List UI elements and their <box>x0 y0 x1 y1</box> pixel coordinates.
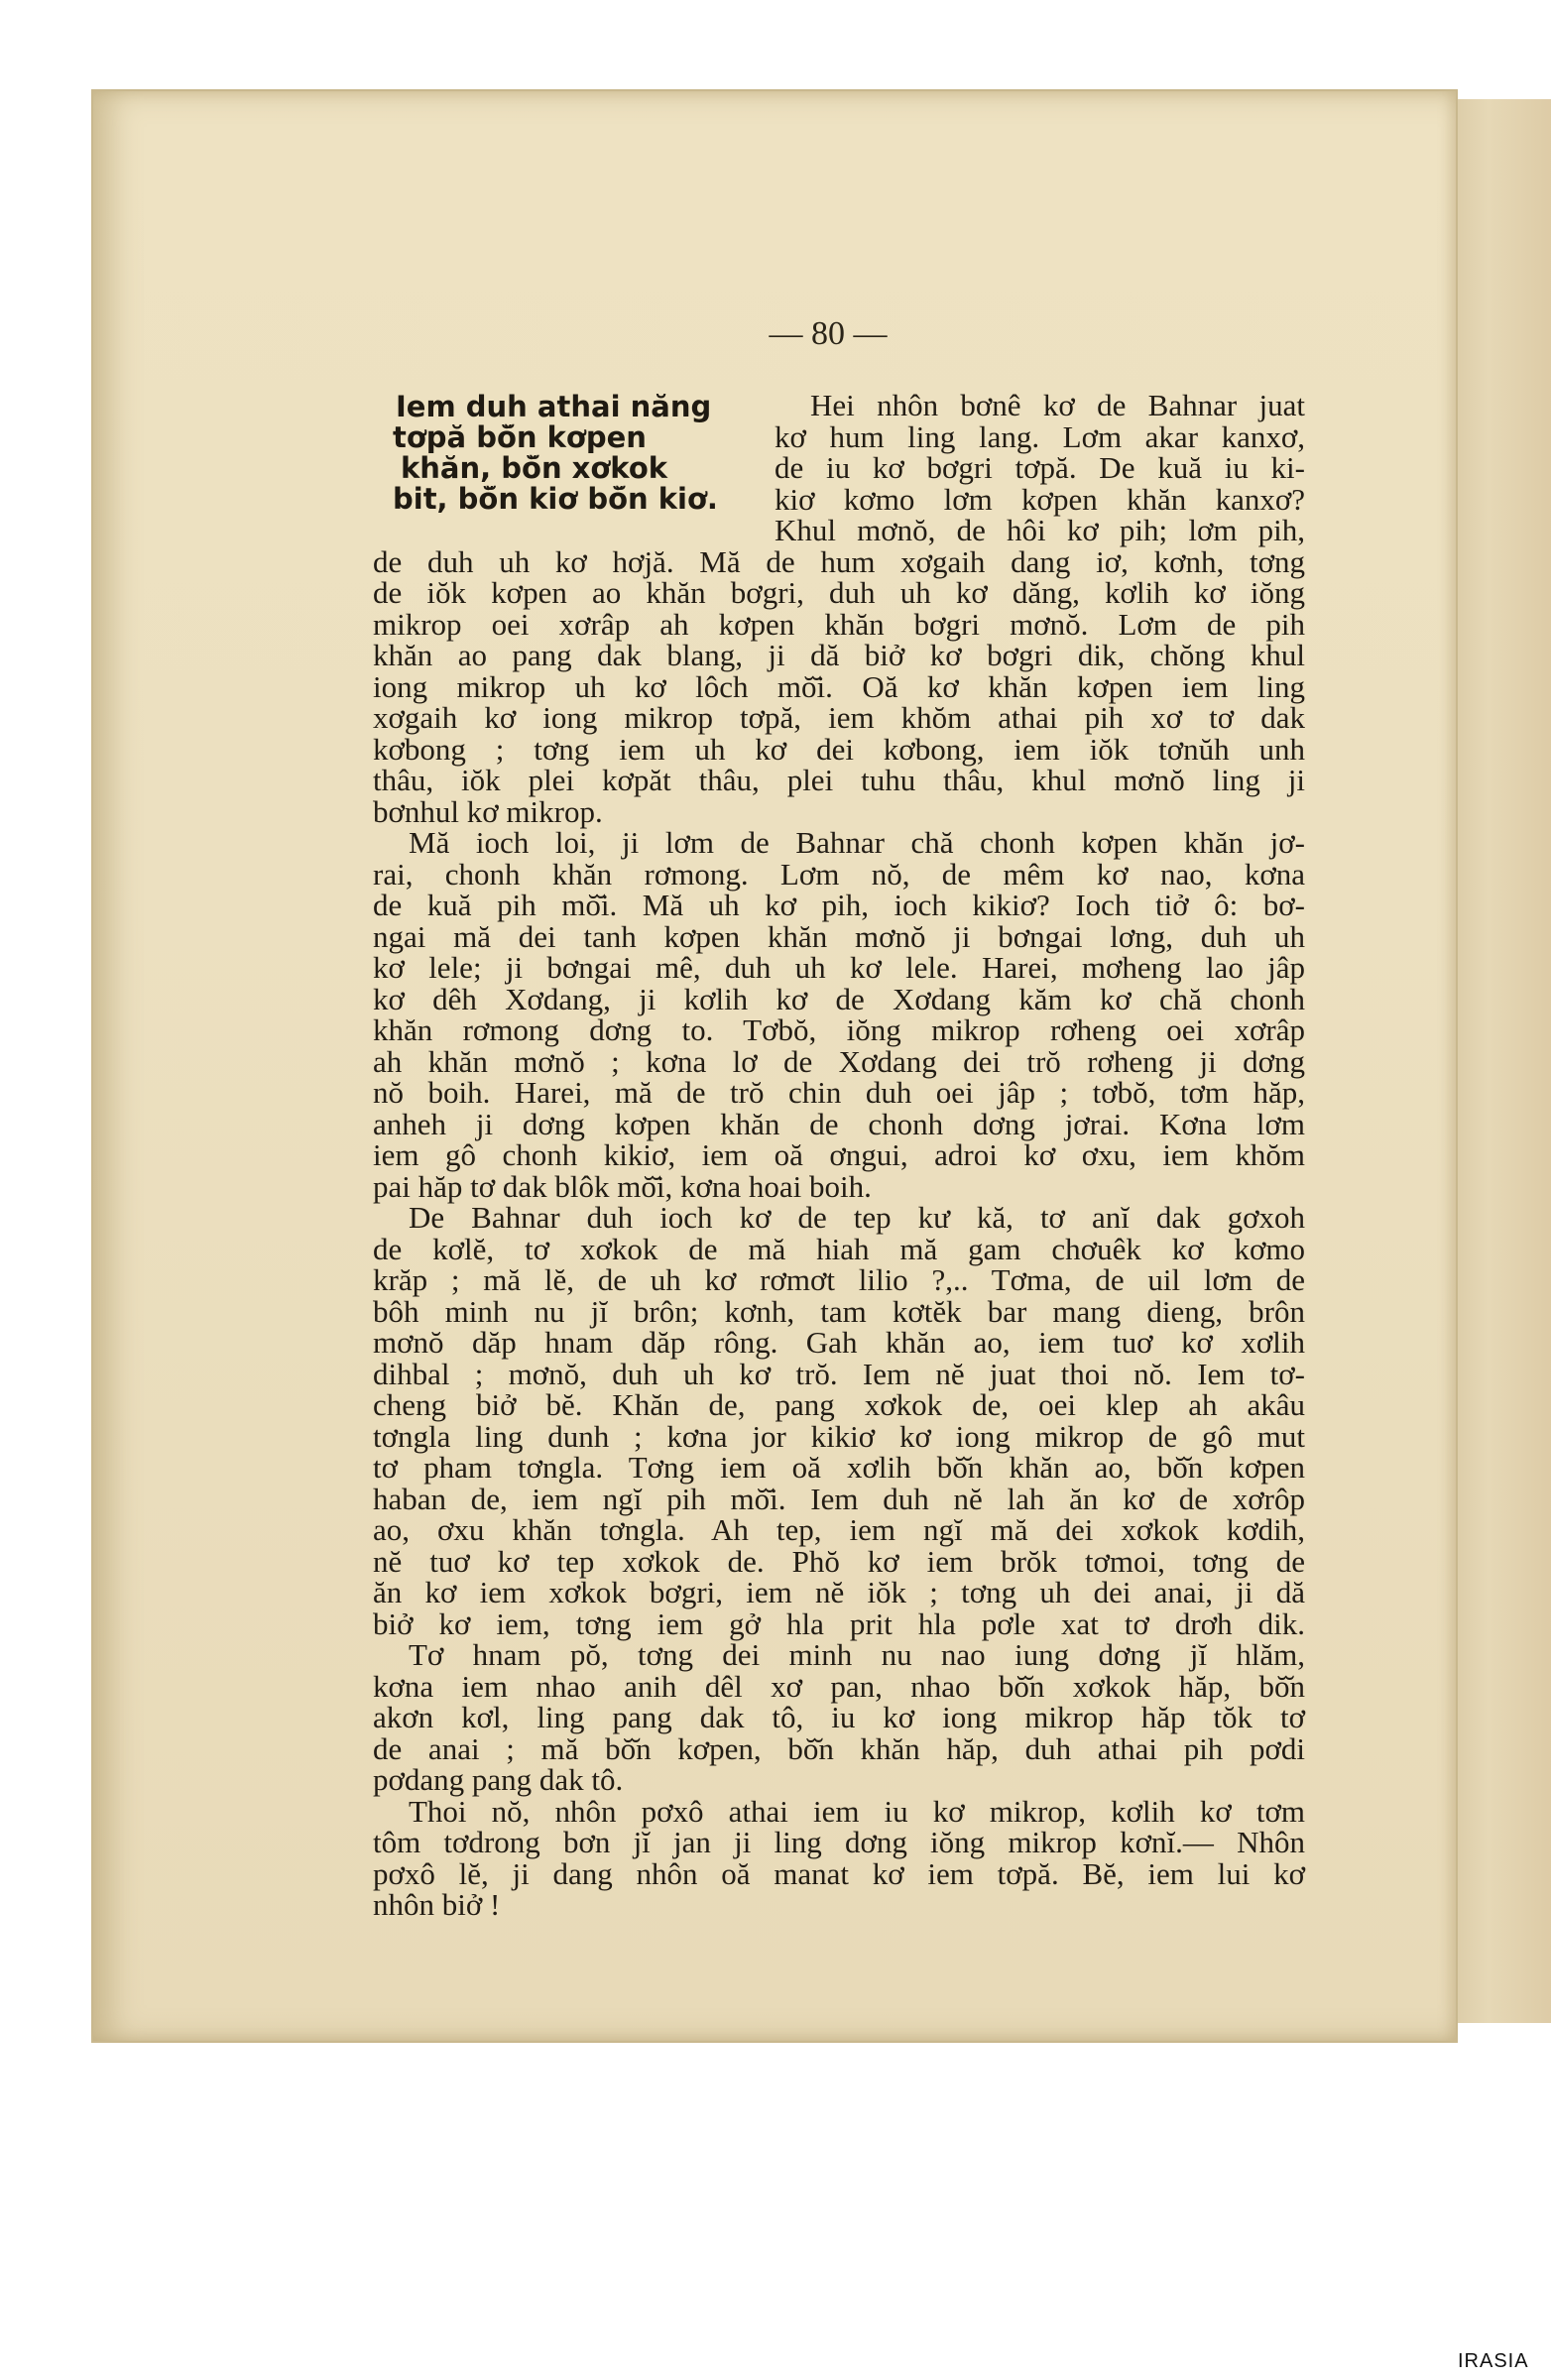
text-line: thâu, iŏk plei kơpăt thâu, plei tuhu thâu, khul mơnŏ ling ji <box>373 763 1305 797</box>
text-line: pơdang pang dak tô. <box>373 1762 624 1797</box>
title-line: khăn, bŏ̆n xơkok <box>401 451 668 485</box>
title-line: tơpă bŏ̆n kơpen <box>393 420 647 454</box>
paragraph-5 <box>373 1793 1305 1922</box>
text-line: haban de, iem ngĭ pih mŏ̆i. Iem duh nĕ lah ăn kơ de xơrôp <box>373 1481 1305 1516</box>
paragraph-3 <box>373 1202 1305 1639</box>
text-line: Tơ hnam pŏ, tơng dei minh nu nao iung dơng jĭ hlăm, <box>409 1637 1305 1672</box>
text-line: nĕ tuơ kơ tep xơkok de. Phŏ kơ iem brŏk tơmoi, tơng de <box>373 1543 1305 1579</box>
text-line: iong mikrop uh kơ lôch mŏ̆i. Oă kơ khăn kơpen iem ling <box>373 668 1305 704</box>
text-line: Hei nhôn bơnê kơ de Bahnar juat <box>810 388 1305 422</box>
text-line: kơbong ; tơng iem uh kơ dei kơbong, iem iŏk tơnŭh unh <box>373 731 1305 767</box>
text-line: mikrop oei xơrâp ah kơpen khăn bơgri mơnŏ. Lơm de pih <box>373 606 1305 642</box>
paragraph-2 <box>373 827 1305 1202</box>
text-line: Mă ioch loi, ji lơm de Bahnar chă chonh kơpen khăn jơ- <box>409 825 1305 860</box>
text-line: ngai mă dei tanh kơpen khăn mơnŏ ji bơngai lơng, duh uh <box>373 918 1305 954</box>
text-line: dihbal ; mơnŏ, duh uh kơ trŏ. Iem nĕ juat thoi nŏ. Iem tơ- <box>373 1356 1305 1391</box>
text-line: tơ pham tơngla. Tơng iem oă xơlih bŏ̆n khăn ao, bŏ̆n kơpen <box>373 1450 1305 1485</box>
text-line: de duh uh kơ hơjă. Mă de hum xơgaih dang iơ, kơnh, tơng <box>373 543 1305 579</box>
paragraph-1 <box>373 390 1305 827</box>
text-line: kơ lele; ji bơngai mê, duh uh kơ lele. Harei, mơheng lao jâp <box>373 950 1305 985</box>
text-line: khăn ao pang dak blang, ji dă biở kơ bơgri dik, chŏng khul <box>373 638 1305 672</box>
text-line: pơxô lĕ, ji dang nhôn oă manat kơ iem tơpă. Bĕ, iem lui kơ <box>373 1855 1305 1891</box>
text-line: ăn kơ iem xơkok bơgri, iem nĕ iŏk ; tơng uh dei anai, ji dă <box>373 1575 1305 1609</box>
text-line: ah khăn mơnŏ ; kơna lơ de Xơdang dei trŏ rơheng ji dơng <box>373 1043 1305 1079</box>
text-line: biở kơ iem, tơng iem gở hla prit hla pơle xat tơ drơh dik. <box>373 1606 1305 1641</box>
watermark-label: IRASIA <box>1458 2350 1529 2372</box>
text-line: De Bahnar duh ioch kơ de tep kư kă, tơ anĭ dak gơxoh <box>409 1200 1305 1235</box>
text-line: ao, ơxu khăn tơngla. Ah tep, iem ngĭ mă dei xơkok kơdih, <box>373 1512 1305 1547</box>
text-line: nhôn biở ! <box>373 1887 501 1922</box>
text-line: tôm tơdrong bơn jĭ jan ji ling dơng iŏng mikrop kơnĭ.— Nhôn <box>373 1825 1305 1859</box>
text-line: de iu kơ bơgri tơpă. De kuă iu ki- <box>775 450 1305 485</box>
text-line: de iŏk kơpen ao khăn bơgri, duh uh kơ dăng, kơlih kơ iŏng <box>373 575 1305 610</box>
text-line: anheh ji dơng kơpen khăn de chonh dơng jơrai. Kơna lơm <box>373 1106 1305 1141</box>
text-line: de kuă pih mŏ̆i. Mă uh kơ pih, ioch kikiơ? Ioch tiở ô: bơ- <box>373 888 1305 922</box>
paragraph-4 <box>373 1639 1305 1796</box>
text-line: Khul mơnŏ, de hôi kơ pih; lơm pih, <box>775 513 1305 547</box>
text-line: khăn rơmong dơng to. Tơbŏ, iŏng mikrop rơheng oei xơrâp <box>373 1012 1305 1047</box>
text-line: Thoi nŏ, nhôn pơxô athai iem iu kơ mikrop, kơlih kơ tơm <box>409 1793 1305 1829</box>
text-line: tơngla ling dunh ; kơna jor kikiơ kơ iong mikrop de gô mut <box>373 1418 1305 1454</box>
text-line: kơ dêh Xơdang, ji kơlih kơ de Xơdang kăm kơ chă chonh <box>373 981 1305 1016</box>
text-line: nŏ boih. Harei, mă de trŏ chin duh oei jâp ; tơbŏ, tơm hăp, <box>373 1075 1305 1110</box>
page-number: — 80 — <box>769 315 888 352</box>
text-line: akơn kơl, ling pang dak tô, iu kơ iong mikrop hăp tŏk tơ <box>373 1700 1305 1734</box>
text-line: krăp ; mă lĕ, de uh kơ rơmơt lilio ?,.. Tơma, de uil lơm de <box>373 1262 1305 1297</box>
article-body <box>373 390 1305 1921</box>
text-line: xơgaih kơ iong mikrop tơpă, iem khŏm athai pih xơ tơ dak <box>373 700 1305 735</box>
text-line: cheng biở bĕ. Khăn de, pang xơkok de, oei klep ah akâu <box>373 1387 1305 1422</box>
text-line: rai, chonh khăn rơmong. Lơm nŏ, de mêm kơ nao, kơna <box>373 856 1305 892</box>
text-line: de anai ; mă bŏ̆n kơpen, bŏ̆n khăn hăp, duh athai pih pơdi <box>373 1730 1305 1766</box>
text-line: kiơ kơmo lơm kơpen khăn kanxơ? <box>775 481 1305 517</box>
text-line: kơ hum ling lang. Lơm akar kanxơ, <box>775 418 1305 454</box>
title-line: bit, bŏ̆n kiơ bŏ̆n kiơ. <box>393 482 718 516</box>
text-line: bôh minh nu jĭ brôn; kơnh, tam kơtĕk bar mang dieng, brôn <box>373 1293 1305 1329</box>
text-line: mơnŏ dăp hnam dăp rông. Gah khăn ao, iem tuơ kơ xơlih <box>373 1325 1305 1360</box>
title-line: Iem duh athai năng <box>396 390 712 423</box>
text-line: kơna iem nhao anih dêl xơ pan, nhao bŏ̆n xơkok hăp, bŏ̆n <box>373 1668 1305 1704</box>
text-line: de kơlĕ, tơ xơkok de mă hiah mă gam chơuêk kơ kơmo <box>373 1231 1305 1266</box>
text-line: bơnhul kơ mikrop. <box>373 793 603 829</box>
text-line: iem gô chonh kikiơ, iem oă ơngui, adroi kơ ơxu, iem khŏm <box>373 1137 1305 1172</box>
adjacent-page-edge <box>1443 99 1551 2023</box>
text-line: pai hăp tơ dak blôk mŏ̆i, kơna hoai boih. <box>373 1168 872 1204</box>
